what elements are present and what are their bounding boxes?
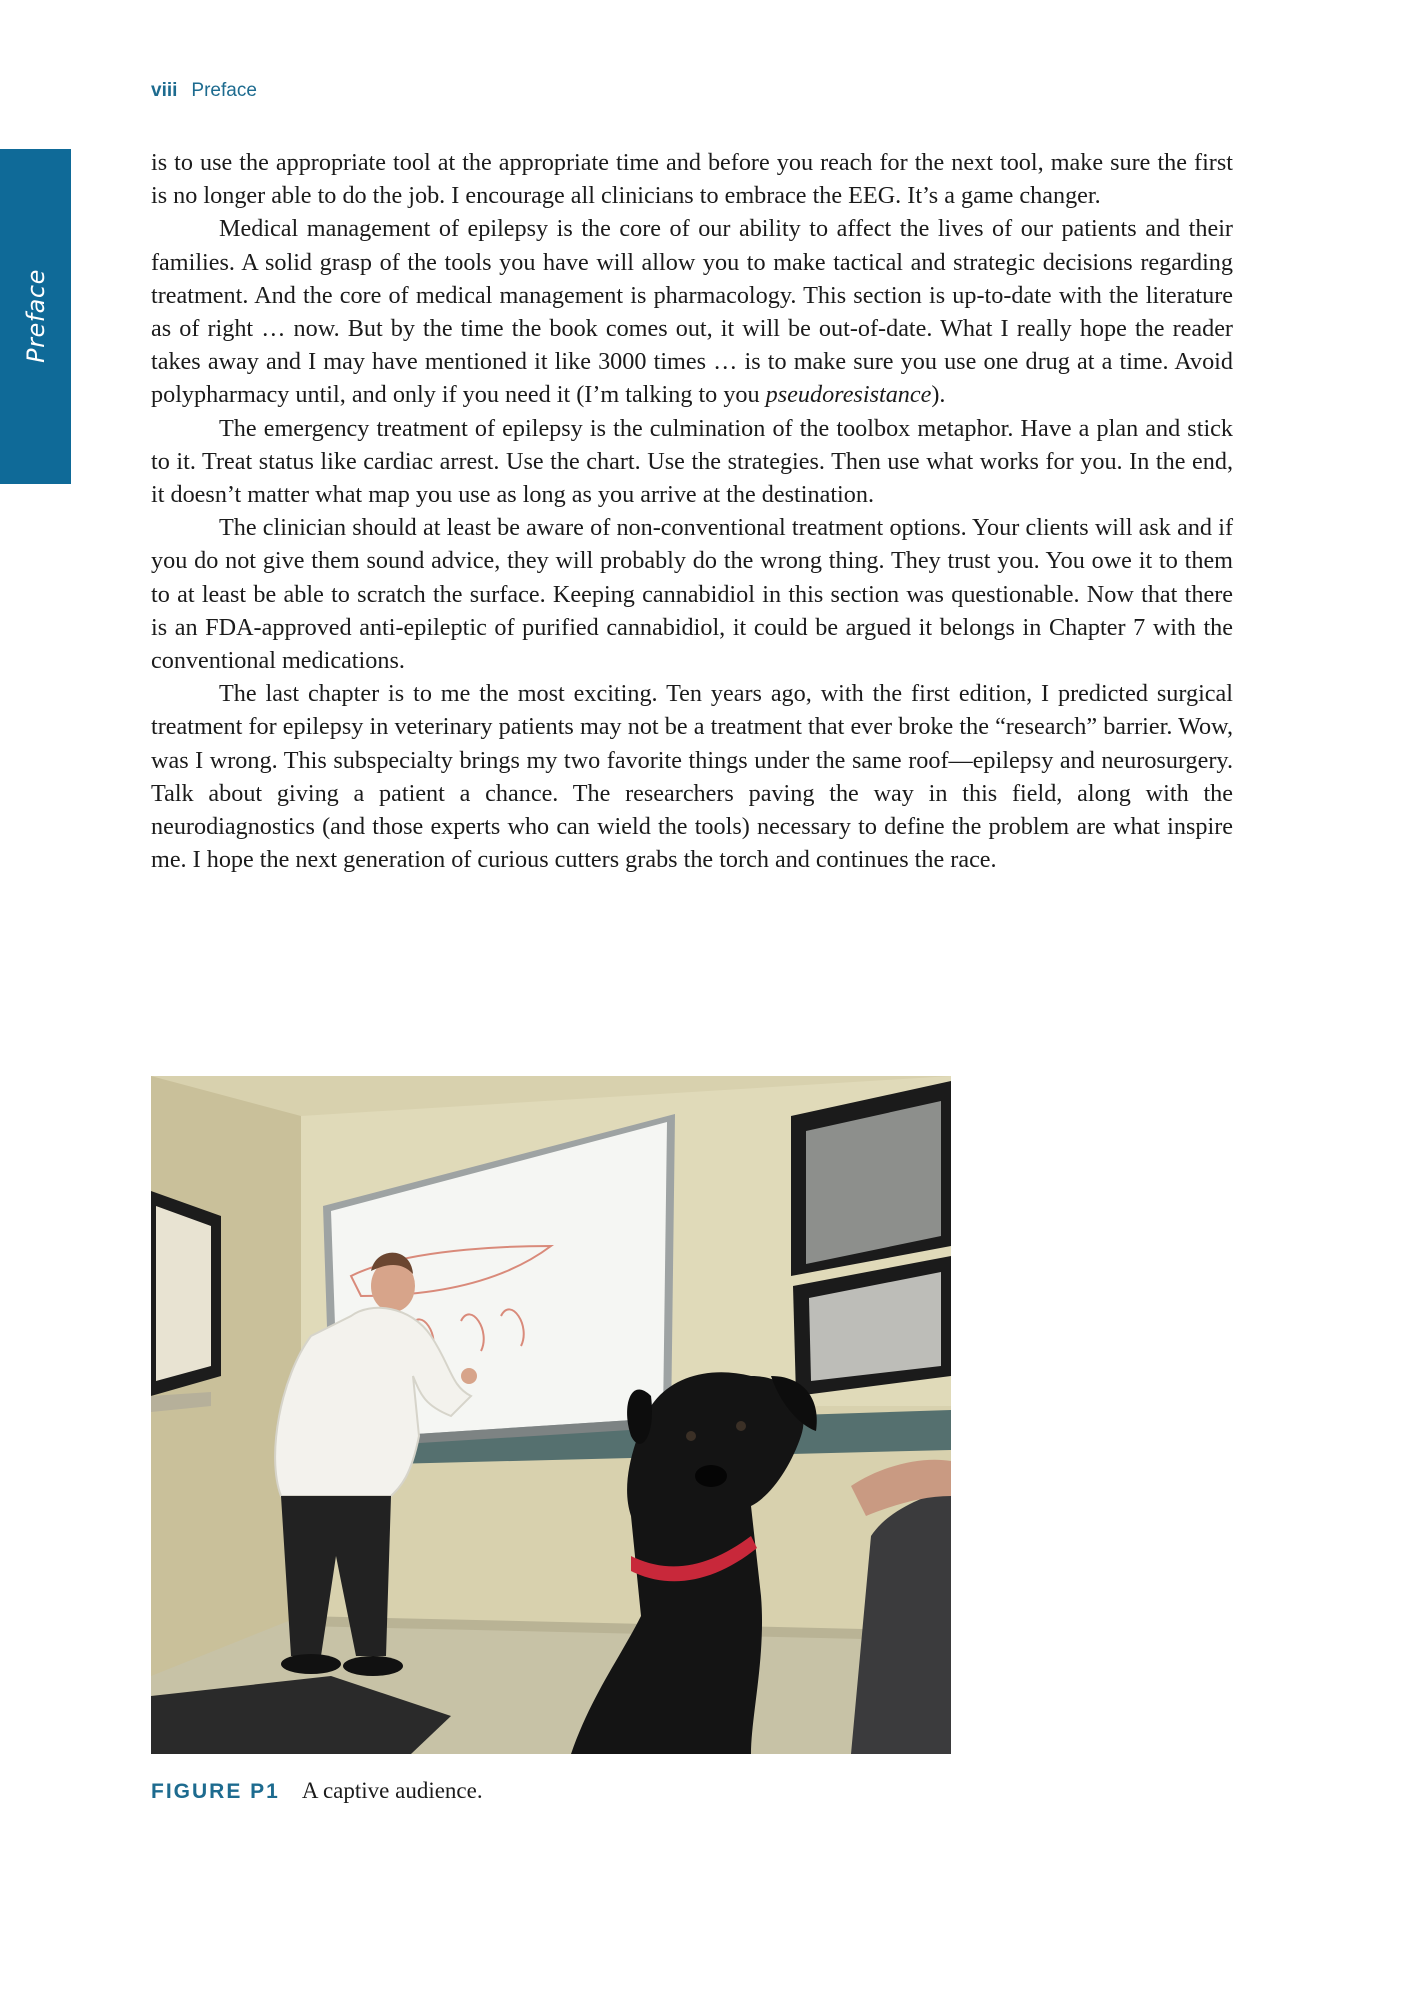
paragraph: The last chapter is to me the most exciting. Ten years ago, with the first edition, I predicted surgical treatment for epilepsy in veterinary patients may not be a treatment that ever broke the “research” barrier. Wow, was I wrong. This subspecialty brings my two favorite things under the same roof—epilepsy and neurosurgery. Talk about giving a patient a chance. The researchers paving the way in this field, along with the neurodiagnostics (and those experts who can wield the tools) necessary to define the problem are what inspire me. I hope the next generation of curious cutters grabs the torch and continues the race. xyxy=(151,680,1233,874)
man-hand xyxy=(461,1368,477,1384)
figure-label: FIGURE P1 xyxy=(151,1780,280,1803)
figure-caption xyxy=(151,1778,483,1804)
running-head xyxy=(151,80,257,102)
emphasis-term: pseudoresistance xyxy=(765,381,932,409)
paragraph-text: Medical management of epilepsy is the core of our ability to affect the lives of our patients and their families. A solid grasp of the tools you have will allow you to make tactical and strategic decisions regarding treatment. And the core of medical management is pharmacology. This section is up-to-date with the literature as of right … now. But by the time the book comes out, it will be out-of-date. What I really hope the reader takes away and I may have mentioned it like 3000 times … is to make sure you use one drug at a time. Avoid polypharmacy until, and only if you need it (I’m talking to you xyxy=(151,215,1233,409)
paragraph-text-end: ). xyxy=(931,381,946,409)
man-shoe-right xyxy=(343,1656,403,1676)
paragraph xyxy=(151,212,1233,411)
side-tab-label: Preface xyxy=(21,269,50,363)
man-shoe-left xyxy=(281,1654,341,1674)
dog-nose xyxy=(695,1465,727,1487)
body-text xyxy=(151,146,1233,876)
dog-eye-left xyxy=(686,1431,696,1441)
running-head-section: Preface xyxy=(191,80,257,101)
paragraph: The clinician should at least be aware of non-conventional treatment options. Your clients will ask and if you do not give them sound advice, they will probably do the wrong thing. They trust you. You owe it to them to at least be able to scratch the surface. Keeping cannabidiol in this section was questionable. Now that there is an FDA-approved anti-epileptic of purified cannabidiol, it could be argued it belongs in Chapter 7 with the conventional medications. xyxy=(151,514,1233,675)
photo-illustration xyxy=(151,1076,951,1754)
figure-caption-text: A captive audience. xyxy=(301,1778,483,1803)
section-side-tab xyxy=(0,149,71,484)
figure-photo xyxy=(151,1076,951,1754)
page-number: viii xyxy=(151,80,178,101)
paragraph: is to use the appropriate tool at the appropriate time and before you reach for the next tool, make sure the first is no longer able to do the job. I encourage all clinicians to embrace the EEG. It’s a game changer. xyxy=(151,149,1233,210)
left-picture xyxy=(156,1206,211,1381)
paragraph: The emergency treatment of epilepsy is the culmination of the toolbox metaphor. Have a plan and stick to it. Treat status like cardiac arrest. Use the chart. Use the strategies. Then use what works for you. In the end, it doesn’t matter what map you use as long as you arrive at the destination. xyxy=(151,414,1233,509)
dog-eye-right xyxy=(736,1421,746,1431)
